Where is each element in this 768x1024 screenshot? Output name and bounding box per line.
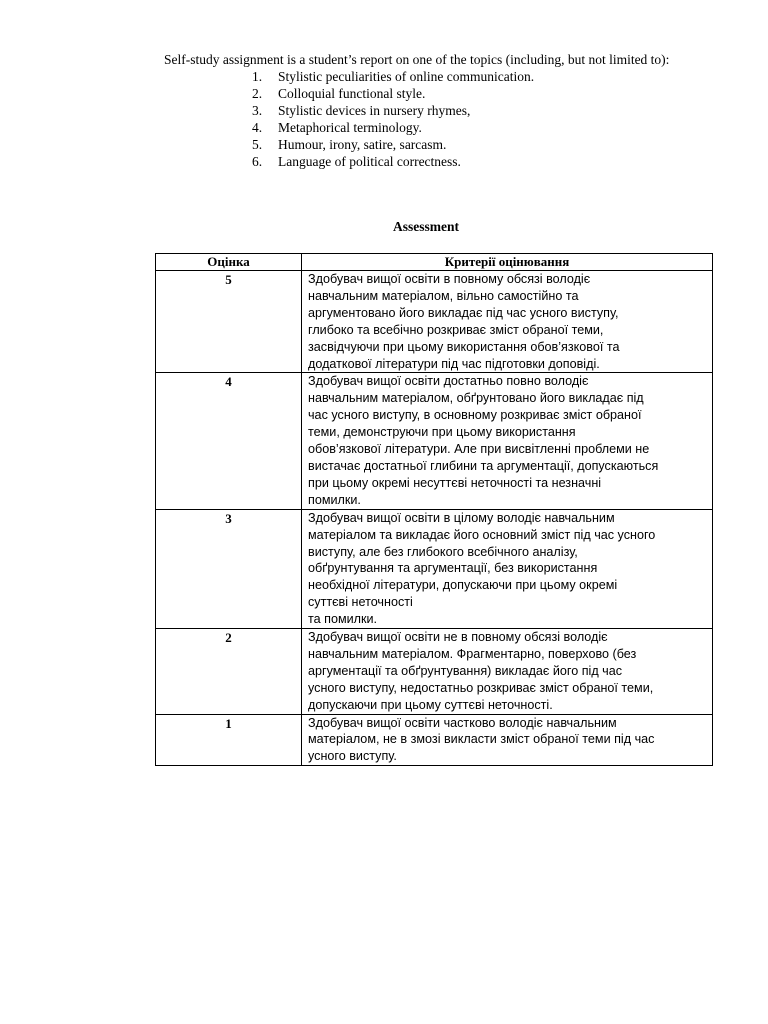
topics-list: [138, 68, 713, 170]
assessment-table: [155, 253, 713, 766]
criteria-line: обґрунтування та аргументації, без використання: [308, 561, 598, 576]
topic-number: 5.: [252, 137, 263, 152]
topic-text: Metaphorical terminology.: [278, 120, 422, 135]
table-row: [156, 509, 713, 628]
assessment-table-body: [156, 271, 713, 766]
criteria-line: Здобувач вищої освіти не в повному обсязі володіє: [308, 630, 608, 645]
topic-text: Humour, irony, satire, sarcasm.: [278, 137, 447, 152]
criteria-line: виступу, але без глибокого всебічного аналізу,: [308, 544, 578, 559]
criteria-line: Здобувач вищої освіти в цілому володіє навчальним: [308, 510, 615, 525]
list-item: [138, 85, 713, 102]
criteria-line: при цьому окремі несуттєві неточності та незначні: [308, 475, 602, 490]
topic-number: 4.: [252, 120, 263, 135]
criteria-line: додаткової літератури під час підготовки доповіді.: [308, 356, 600, 371]
topic-number: 2.: [252, 86, 263, 101]
criteria-cell: [302, 629, 713, 715]
table-row: [156, 373, 713, 509]
criteria-line: помилки.: [308, 492, 361, 507]
assessment-title: Assessment: [393, 219, 459, 234]
criteria-line: необхідної літератури, допускаючи при цьому окремі: [308, 578, 618, 593]
grade-column-header: Оцінка: [156, 254, 302, 271]
criteria-line: час усного виступу, в основному розкриває зміст обраної: [308, 408, 642, 423]
list-item: [138, 153, 713, 170]
criteria-line: усного виступу.: [308, 749, 397, 764]
list-item: [138, 136, 713, 153]
criteria-line: аргументації та обґрунтування) викладає його під час: [308, 663, 623, 678]
criteria-line: Здобувач вищої освіти частково володіє навчальним: [308, 715, 617, 730]
grade-cell: 5: [156, 271, 302, 373]
topic-number: 1.: [252, 69, 263, 84]
topic-number: 3.: [252, 103, 263, 118]
criteria-line: глибоко та всебічно розкриває зміст обраної теми,: [308, 322, 604, 337]
grade-cell: 2: [156, 629, 302, 715]
criteria-cell: [302, 373, 713, 509]
criteria-line: аргументовано його викладає під час усного виступу,: [308, 305, 619, 320]
topic-text: Stylistic peculiarities of online communication.: [278, 69, 535, 84]
criteria-line: навчальним матеріалом. Фрагментарно, поверхово (без: [308, 646, 637, 661]
criteria-line: суттєві неточності: [308, 595, 413, 610]
table-row: [156, 271, 713, 373]
intro-paragraph: Self-study assignment is a student’s report on one of the topics (including, but not limited to):: [164, 52, 670, 67]
criteria-cell: [302, 714, 713, 766]
grade-cell: 4: [156, 373, 302, 509]
criteria-line: допускаючи при цьому суттєві неточності.: [308, 697, 553, 712]
criteria-line: засвідчуючи при цьому використання обов’язкової та: [308, 339, 620, 354]
topic-text: Colloquial functional style.: [278, 86, 426, 101]
list-item: [138, 102, 713, 119]
topic-number: 6.: [252, 154, 263, 169]
topic-text: Stylistic devices in nursery rhymes,: [278, 103, 471, 118]
topic-text: Language of political correctness.: [278, 154, 461, 169]
criteria-line: обов’язкової літератури. Але при висвітленні проблеми не: [308, 442, 650, 457]
list-item: [138, 119, 713, 136]
grade-cell: 3: [156, 509, 302, 628]
criteria-line: матеріалом, не в змозі викласти зміст обраної теми під час: [308, 732, 655, 747]
list-item: [138, 68, 713, 85]
table-row: [156, 629, 713, 715]
assessment-heading: [0, 219, 768, 235]
table-row: [156, 714, 713, 766]
criteria-cell: [302, 271, 713, 373]
criteria-line: матеріалом та викладає його основний зміст під час усного: [308, 527, 656, 542]
criteria-line: та помилки.: [308, 612, 378, 627]
criteria-line: навчальним матеріалом, обґрунтовано його викладає під: [308, 391, 644, 406]
criteria-line: вистачає достатньої глибини та аргументації, допускаються: [308, 458, 659, 473]
criteria-column-header: Критерії оцінювання: [302, 254, 713, 271]
criteria-line: Здобувач вищої освіти достатньо повно володіє: [308, 374, 589, 389]
table-header-row: [156, 254, 713, 271]
grade-cell: 1: [156, 714, 302, 766]
criteria-line: навчальним матеріалом, вільно самостійно та: [308, 288, 579, 303]
criteria-line: Здобувач вищої освіти в повному обсязі володіє: [308, 272, 591, 286]
criteria-line: теми, демонструючи при цьому використання: [308, 425, 576, 440]
criteria-cell: [302, 509, 713, 628]
criteria-line: усного виступу, недостатньо розкриває зміст обраної теми,: [308, 680, 654, 695]
